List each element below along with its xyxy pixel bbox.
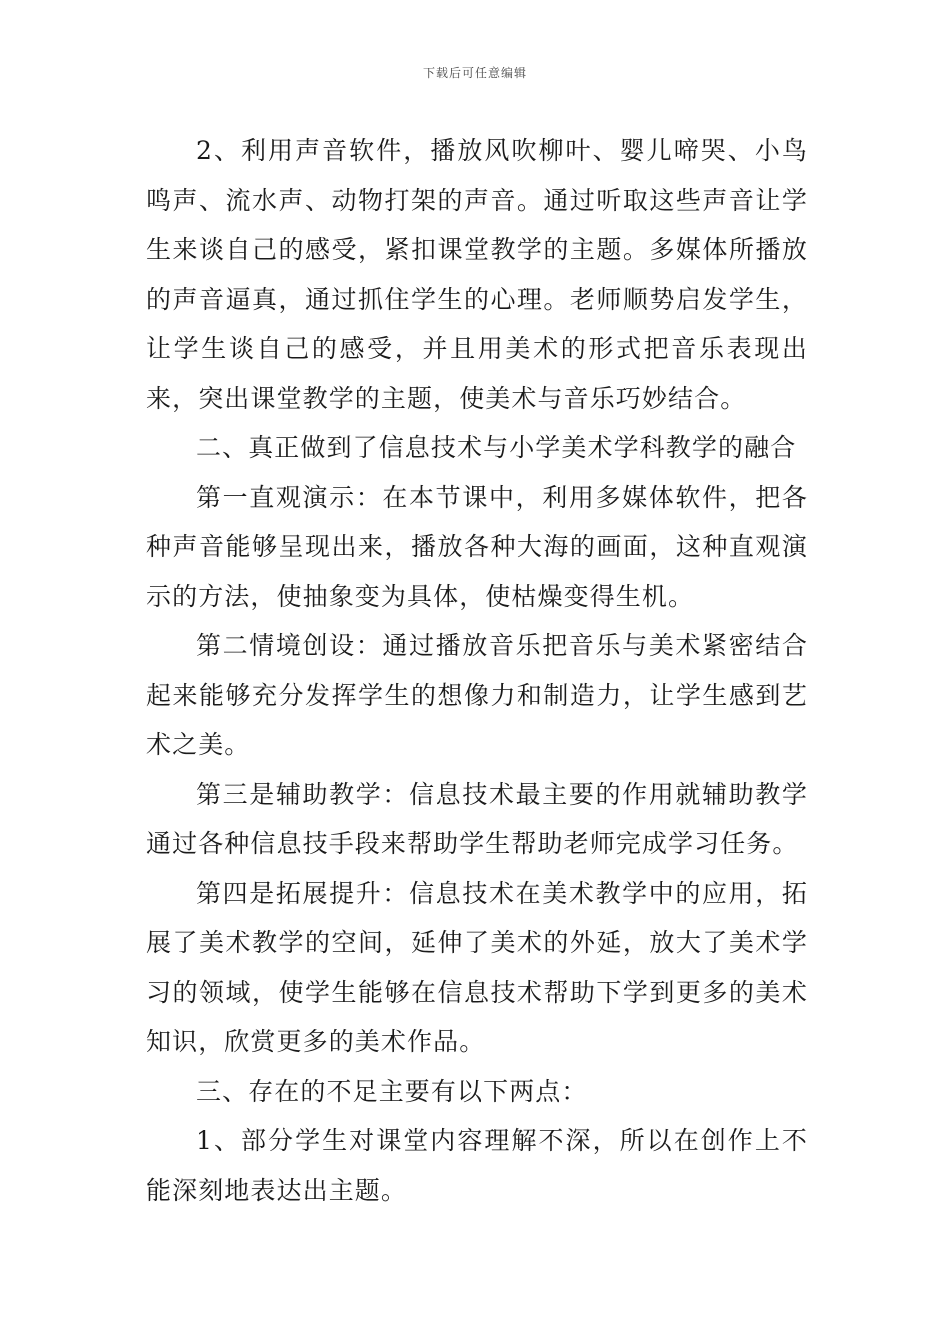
paragraph-sound-software: 2、利用声音软件，播放风吹柳叶、婴儿啼哭、小鸟鸣声、流水声、动物打架的声音。通过听取这些声音让学生来谈自己的感受，紧扣课堂教学的主题。多媒体所播放的声音逼真，通过抓住学生的心理。老师顺势启发学生，让学生谈自己的感受，并且用美术的形式把音乐表现出来，突出课堂教学的主题，使美术与音乐巧妙结合。 — [146, 136, 808, 413]
paragraph-assisted-teaching: 第三是辅助教学：信息技术最主要的作用就辅助教学通过各种信息技手段来帮助学生帮助老师完成学习任务。 — [146, 779, 808, 858]
paragraph-heading-integration: 二、真正做到了信息技术与小学美术学科教学的融合 — [196, 433, 797, 462]
paragraph-shortcoming-1: 1、部分学生对课堂内容理解不深，所以在创作上不能深刻地表达出主题。 — [146, 1126, 808, 1205]
document-body — [146, 126, 808, 1215]
paragraph-heading-shortcomings: 三、存在的不足主要有以下两点： — [196, 1076, 588, 1106]
page-header: 下载后可任意编辑 — [422, 66, 527, 80]
paragraph-extension: 第四是拓展提升：信息技术在美术教学中的应用，拓展了美术教学的空间，延伸了美术的外延，放大了美术学习的领域，使学生能够在信息技术帮助下学到更多的美术知识，欣赏更多的美术作品。 — [146, 878, 808, 1056]
paragraph-direct-demo: 第一直观演示：在本节课中，利用多媒体软件，把各种声音能够呈现出来，播放各种大海的画面，这种直观演示的方法，使抽象变为具体，使枯燥变得生机。 — [146, 482, 808, 611]
paragraph-situation-creation: 第二情境创设：通过播放音乐把音乐与美术紧密结合起来能够充分发挥学生的想像力和制造力，让学生感到艺术之美。 — [146, 631, 808, 759]
